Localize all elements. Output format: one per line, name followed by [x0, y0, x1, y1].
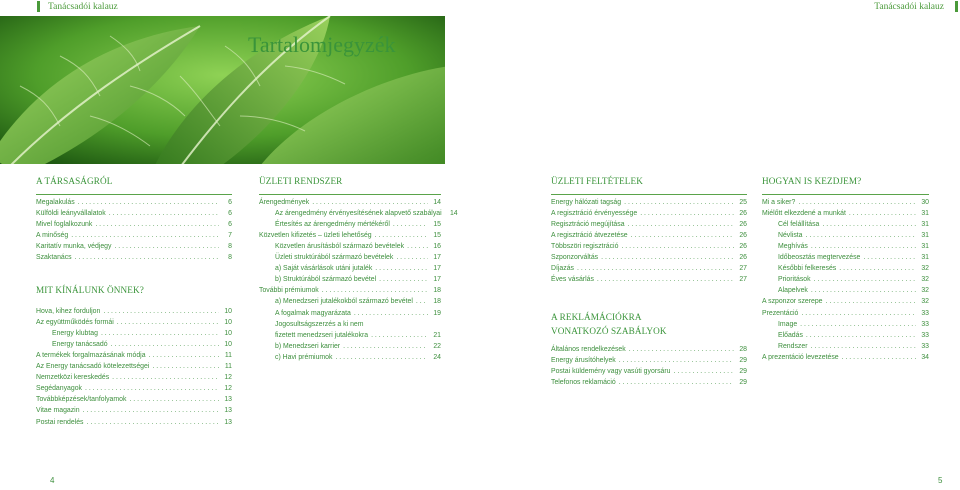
leader-dots: [631, 230, 734, 241]
toc-entry: [762, 341, 929, 352]
section-hogyan: HOGYAN IS KEZDJEM?: [762, 176, 862, 186]
toc-entry-page: 32: [921, 298, 929, 306]
leader-dots: [78, 197, 219, 208]
toc-entry-page: 18: [433, 287, 441, 295]
toc-entry-page: 25: [739, 199, 747, 207]
leader-dots: [109, 208, 219, 219]
leader-dots: [811, 285, 916, 296]
leader-dots: [798, 197, 916, 208]
leader-dots: [842, 352, 916, 363]
toc-entry-label: A termékek forgalmazásának módja: [36, 352, 146, 360]
toc-entry-label: Többszöri regisztráció: [551, 243, 619, 251]
toc-entry-page: 29: [739, 379, 747, 387]
toc-entry-page: 31: [921, 221, 929, 229]
toc-entry-label: Energy tanácsadó: [52, 341, 108, 349]
toc-entry: [36, 252, 232, 263]
divider: [762, 194, 929, 195]
leader-dots: [117, 317, 219, 328]
toc-entry-label: Díjazás: [551, 265, 574, 273]
leader-dots: [322, 285, 428, 296]
leader-dots: [95, 219, 219, 230]
toc-entry: [762, 197, 929, 208]
toc-entry-page: 31: [921, 232, 929, 240]
toc-entry-page: 13: [224, 396, 232, 404]
leader-dots: [112, 372, 219, 383]
toc-entry: [36, 361, 232, 372]
toc-entry-label: Árengedmények: [259, 199, 310, 207]
section-kinalunk: MIT KÍNÁLUNK ÖNNEK?: [36, 285, 144, 295]
toc-list-tarsasagrol: [36, 197, 232, 263]
toc-entry-page: 15: [433, 232, 441, 240]
leader-dots: [101, 328, 219, 339]
toc-entry-page: 15: [433, 221, 441, 229]
toc-entry: [551, 366, 747, 377]
leader-dots: [416, 296, 428, 307]
leader-dots: [811, 341, 917, 352]
leader-dots: [83, 405, 219, 416]
toc-entry: [551, 208, 747, 219]
toc-entry: [259, 296, 441, 307]
toc-entry-label: Image: [778, 320, 798, 328]
toc-entry-page: 18: [433, 298, 441, 306]
toc-entry: [259, 274, 441, 285]
toc-entry-page: 17: [433, 254, 441, 262]
leader-dots: [621, 241, 734, 252]
leader-dots: [826, 296, 916, 307]
toc-entry: [762, 252, 929, 263]
toc-entry-label: Megalakulás: [36, 199, 75, 207]
toc-entry-label: Miélőtt elkezdené a munkát: [762, 210, 846, 218]
leader-dots: [601, 252, 734, 263]
toc-entry: [551, 355, 747, 366]
leader-dots: [674, 366, 735, 377]
leader-dots: [629, 344, 734, 355]
toc-entry: [36, 328, 232, 339]
toc-entry: [259, 241, 441, 252]
toc-entry-label: Karitatív munka, védjegy: [36, 243, 112, 251]
toc-entry-page: 26: [739, 254, 747, 262]
toc-entry-label: Segédanyagok: [36, 385, 82, 393]
toc-entry-label: Postai küldemény vagy vasúti gyorsáru: [551, 368, 671, 376]
toc-entry-page: 10: [224, 319, 232, 327]
toc-entry: [762, 274, 929, 285]
leader-dots: [375, 263, 428, 274]
leader-dots: [396, 252, 428, 263]
leader-dots: [863, 252, 916, 263]
toc-entry-page: 7: [228, 232, 232, 240]
toc-entry: [259, 341, 441, 352]
leader-dots: [129, 394, 219, 405]
toc-entry-label: Nemzetközi kereskedés: [36, 374, 110, 382]
toc-entry-label: a) Menedzseri jutalékokból származó bevétel: [275, 298, 413, 306]
toc-entry: [259, 230, 441, 241]
toc-entry-label: Energy árusítóhelyek: [551, 357, 616, 365]
toc-entry: [762, 296, 929, 307]
toc-entry: [36, 372, 232, 383]
leader-dots: [87, 417, 220, 428]
toc-entry: [551, 377, 747, 388]
toc-entry: [259, 285, 441, 296]
leader-dots: [619, 377, 734, 388]
toc-entry-page: 6: [228, 199, 232, 207]
divider: [36, 194, 232, 195]
toc-entry: [36, 405, 232, 416]
leader-dots: [149, 350, 219, 361]
toc-entry-label: Energy klubtag: [52, 330, 98, 338]
leader-dots: [814, 274, 916, 285]
leader-dots: [839, 263, 916, 274]
toc-entry: [762, 208, 929, 219]
leader-dots: [800, 319, 916, 330]
toc-entry-page: 31: [921, 254, 929, 262]
leader-dots: [371, 330, 428, 341]
leader-dots: [114, 241, 219, 252]
leader-dots: [152, 361, 219, 372]
toc-entry: [259, 330, 441, 341]
toc-entry: [259, 252, 441, 263]
toc-entry-label: A prezentáció levezetése: [762, 353, 839, 361]
section-tarsasagrol: A TÁRSASÁGRÓL: [36, 176, 113, 186]
toc-entry-page: 12: [224, 385, 232, 393]
toc-entry: [259, 263, 441, 274]
toc-entry-label: Vitae magazin: [36, 407, 80, 415]
toc-entry-label: Regisztráció megújítása: [551, 221, 625, 229]
toc-entry-label: Telefonos reklamáció: [551, 379, 616, 387]
toc-entry-label: Meghívás: [778, 243, 808, 251]
toc-entry-page: 17: [433, 276, 441, 284]
toc-list-kinalunk: [36, 306, 232, 428]
toc-entry-label: Az együttműködés formái: [36, 319, 114, 327]
toc-entry-page: 13: [224, 418, 232, 426]
toc-entry: [762, 230, 929, 241]
toc-entry: [259, 208, 458, 219]
running-header-left: Tanácsadói kalauz: [48, 2, 118, 12]
toc-entry: [551, 219, 747, 230]
toc-entry-page: 13: [224, 407, 232, 415]
toc-entry-label: fizetett menedzseri jutalékokra: [275, 331, 369, 339]
toc-entry-label: Szponzorváltás: [551, 254, 599, 262]
leader-dots: [407, 241, 428, 252]
toc-entry: [259, 197, 441, 208]
leader-dots: [801, 308, 916, 319]
leader-dots: [806, 330, 916, 341]
toc-entry: [36, 339, 232, 350]
leader-dots: [379, 274, 428, 285]
leader-dots: [811, 241, 916, 252]
toc-entry-page: 19: [433, 309, 441, 317]
toc-entry: [36, 317, 232, 328]
toc-entry: [762, 285, 929, 296]
toc-entry-label: A minőség: [36, 232, 69, 240]
toc-entry-page: 27: [739, 265, 747, 273]
page-number-left: 4: [50, 476, 55, 485]
toc-entry-page: 10: [224, 330, 232, 338]
divider: [259, 194, 441, 195]
toc-entry-label: b) Menedzseri karrier: [275, 342, 341, 350]
toc-entry-page: 8: [228, 254, 232, 262]
toc-entry-label: Névlista: [778, 232, 803, 240]
toc-entry: [259, 352, 441, 363]
toc-entry-label: Az árengedmény érvényesítésének alapvető szabályai: [275, 210, 442, 218]
leader-dots: [71, 230, 219, 241]
leader-dots: [822, 219, 916, 230]
toc-entry: [762, 263, 929, 274]
toc-entry: [259, 307, 441, 318]
toc-entry: [36, 383, 232, 394]
toc-entry-page: 29: [739, 357, 747, 365]
section-reklam-line1: A REKLÁMÁCIÓKRA: [551, 312, 642, 322]
toc-list-reklam: [551, 344, 747, 388]
toc-entry-label: Későbbi felkeresés: [778, 265, 837, 273]
leader-dots: [393, 219, 428, 230]
toc-entry: [36, 350, 232, 361]
toc-entry-label: Közvetlen kifizetés – üzleti lehetőség: [259, 232, 372, 240]
toc-entry-page: 33: [921, 331, 929, 339]
toc-entry: [551, 241, 747, 252]
toc-entry-page: 26: [739, 243, 747, 251]
toc-entry-page: 17: [433, 265, 441, 273]
toc-entry-label: Alapelvek: [778, 287, 808, 295]
toc-entry: [36, 208, 232, 219]
leader-dots: [628, 219, 734, 230]
toc-entry-page: 27: [739, 276, 747, 284]
toc-entry: [762, 241, 929, 252]
toc-entry-page: 11: [224, 363, 232, 371]
toc-entry: [36, 230, 232, 241]
toc-entry-label: A szponzor szerepe: [762, 298, 823, 306]
toc-entry-page: 34: [921, 353, 929, 361]
toc-entry-label: Előadás: [778, 331, 803, 339]
leader-dots: [849, 208, 916, 219]
toc-entry: [551, 197, 747, 208]
toc-entry-label: Cél felállítása: [778, 221, 820, 229]
toc-entry-label: Üzleti struktúrából származó bevételek: [275, 254, 394, 262]
toc-entry-label: Időbeosztás megtervezése: [778, 254, 861, 262]
running-header-right: Tanácsadói kalauz: [874, 2, 944, 12]
header-mark-left: [37, 1, 40, 12]
toc-entry-page: 16: [433, 243, 441, 251]
toc-entry-page: 30: [921, 199, 929, 207]
toc-entry-page: 29: [739, 368, 747, 376]
toc-entry-page: 22: [433, 342, 441, 350]
toc-entry-label: További prémiumok: [259, 287, 319, 295]
toc-entry-label: Közvetlen árusításból származó bevételek: [275, 243, 405, 251]
toc-entry-label: c) Havi prémiumok: [275, 353, 333, 361]
toc-list-hogyan: [762, 197, 929, 363]
toc-entry: [762, 352, 929, 363]
toc-entry-label: Éves vásárlás: [551, 276, 594, 284]
toc-entry: [551, 230, 747, 241]
leader-dots: [597, 274, 734, 285]
toc-entry: [762, 319, 929, 330]
toc-entry-page: 26: [739, 232, 747, 240]
toc-entry-label: Postai rendelés: [36, 418, 84, 426]
leader-dots: [619, 355, 734, 366]
toc-entry-label: Továbbképzések/tanfolyamok: [36, 396, 127, 404]
toc-entry: [551, 263, 747, 274]
section-uzleti-rendszer: ÜZLETI RENDSZER: [259, 176, 343, 186]
toc-entry-label: Mivel foglalkozunk: [36, 221, 93, 229]
toc-entry-page: 28: [739, 346, 747, 354]
leader-dots: [75, 252, 219, 263]
toc-entry-page: 33: [921, 342, 929, 350]
toc-entry: [762, 307, 929, 318]
toc-entry-page: 10: [224, 308, 232, 316]
toc-entry-page: 8: [228, 243, 232, 251]
toc-entry-label: Hova, kihez forduljon: [36, 308, 101, 316]
section-reklam: [551, 310, 667, 338]
toc-entry-page: 33: [921, 309, 929, 317]
toc-entry-label: Prezentáció: [762, 309, 799, 317]
toc-entry: [762, 219, 929, 230]
toc-entry-label: a) Saját vásárlások utáni jutalék: [275, 265, 373, 273]
toc-entry-page: 32: [921, 276, 929, 284]
toc-entry-page: 6: [228, 210, 232, 218]
toc-entry-label: Energy hálózati tagság: [551, 199, 622, 207]
toc-entry: [259, 219, 441, 230]
toc-entry: [36, 306, 232, 317]
leader-dots: [624, 197, 734, 208]
toc-entry-page: 24: [433, 353, 441, 361]
toc-entry: [762, 330, 929, 341]
toc-entry: [551, 252, 747, 263]
toc-entry-label: Általános rendelkezések: [551, 346, 626, 354]
leader-dots: [375, 230, 428, 241]
toc-list-uzleti-feltetelek: [551, 197, 747, 285]
toc-entry-label: Prioritások: [778, 276, 811, 284]
toc-entry-page: 21: [433, 331, 441, 339]
section-uzleti-feltetelek: ÜZLETI FELTÉTELEK: [551, 176, 643, 186]
toc-entry-label: Külföldi leányvállalatok: [36, 210, 106, 218]
toc-entry-page: 12: [224, 374, 232, 382]
leader-dots: [354, 308, 428, 319]
toc-entry-label: Mi a siker?: [762, 199, 796, 207]
toc-entry: [36, 416, 232, 427]
toc-list-uzleti-rendszer: [259, 197, 458, 363]
toc-entry: [36, 394, 232, 405]
leader-dots: [85, 383, 219, 394]
page-title: Tartalomjegyzék: [248, 32, 396, 57]
toc-entry-page: 10: [224, 341, 232, 349]
toc-entry-label: Szaktanács: [36, 254, 72, 262]
page-number-right: 5: [938, 476, 943, 485]
leader-dots: [312, 197, 428, 208]
toc-entry: [551, 344, 747, 355]
leader-dots: [640, 208, 734, 219]
toc-entry-label: b) Struktúrából származó bevétel: [275, 276, 377, 284]
toc-entry-label: Jogosultságszerzés a ki nem: [275, 320, 364, 328]
toc-entry: [36, 197, 232, 208]
leader-dots: [343, 341, 428, 352]
leader-dots: [577, 263, 734, 274]
toc-entry-page: 14: [449, 210, 458, 218]
header-mark-right: [955, 1, 958, 12]
toc-entry-page: 32: [921, 287, 929, 295]
toc-entry-label: A regisztráció átvezetése: [551, 232, 628, 240]
toc-entry-page: 32: [921, 265, 929, 273]
toc-entry-label: Az Energy tanácsadó kötelezettségei: [36, 363, 150, 371]
toc-entry-page: 14: [433, 199, 441, 207]
leader-dots: [103, 306, 219, 317]
toc-entry-page: 11: [224, 352, 232, 360]
toc-entry: [36, 219, 232, 230]
toc-entry: [36, 241, 232, 252]
toc-entry-page: 26: [739, 221, 747, 229]
toc-entry-page: 31: [921, 243, 929, 251]
leader-dots: [335, 352, 428, 363]
toc-entry-label: A regisztráció érvényessége: [551, 210, 638, 218]
toc-entry-label: Értesítés az árengedmény mértékéről: [275, 221, 390, 229]
leader-dots: [111, 339, 219, 350]
leader-dots: [806, 230, 916, 241]
toc-entry: [551, 274, 747, 285]
toc-entry-label: A fogalmak magyarázata: [275, 309, 351, 317]
toc-entry-page: 31: [921, 210, 929, 218]
toc-entry-label: Rendszer: [778, 342, 808, 350]
toc-entry-page: 33: [921, 320, 929, 328]
section-reklam-line2: VONATKOZÓ SZABÁLYOK: [551, 326, 667, 336]
toc-entry-page: 6: [228, 221, 232, 229]
toc-entry: [259, 319, 441, 330]
toc-entry-page: 26: [739, 210, 747, 218]
divider: [551, 194, 747, 195]
